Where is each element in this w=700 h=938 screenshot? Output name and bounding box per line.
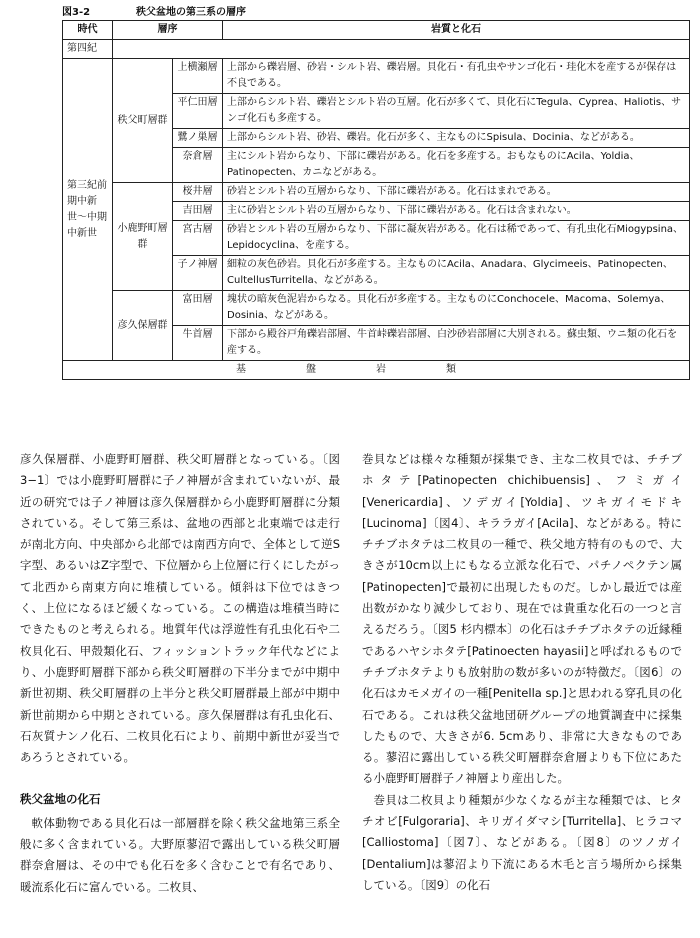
formation-name: 平仁田層 xyxy=(173,94,223,129)
body-paragraph: 巻貝などは様々な種類が採集でき、主な二枚貝では、チチブホタテ[Patinopecten chichibuensis]、フミガイ[Venericardia]、ソデガイ[Yoldia]、ツキガイモドキ[Lucinoma]〔図4〕、キララガイ[Acila]、などがある。特にチチブホタテは二枚貝の一種で、秩父地方特有のもので、大きさが10cm以上にもなる立派な化石で、パチノペクテン属[Patinopecten]で最初に出現したものだ。しかし最近では産出数がかなり減少しており、現在では貴重な化石の一つと言えるだろう。〔図5 杉内標本〕の化石はチチブホタテの近縁種であるハヤシホタテ[Patinoecten hayasii]と呼ばれるものでチチブホタテよりも放射肋の数が多いのが特徴だ。〔図6〕の化石はカモメガイの一種[Penitella sp.]と思われる穿孔貝の化石である。これは秩父盆地団研グループの地質調査中に採集したもので、大きさが6. 5cmあり、非常に大きなものである。蓼沼に露出している秩父町層群奈倉層よりも下位にあたる小鹿野町層群子ノ神層より産出した。 xyxy=(362,452,682,786)
quaternary-row xyxy=(63,40,690,59)
header-lithology: 岩質と化石 xyxy=(223,21,690,40)
group-name: 秩父町層群 xyxy=(113,59,173,183)
table-header-row xyxy=(63,21,690,40)
section-heading: 秩父盆地の化石 xyxy=(20,792,101,807)
formation-name: 富田層 xyxy=(173,291,223,326)
figure-number: 図3-2 xyxy=(62,7,91,18)
group-name: 小鹿野町層群 xyxy=(113,183,173,291)
stratigraphy-table xyxy=(62,20,690,380)
basement-label: 基盤岩類 xyxy=(63,361,690,380)
table-row xyxy=(63,291,690,326)
right-column xyxy=(362,449,682,896)
table-row xyxy=(63,183,690,202)
formation-name: 牛首層 xyxy=(173,326,223,361)
header-era: 時代 xyxy=(63,21,113,40)
formation-name: 奈倉層 xyxy=(173,148,223,183)
formation-desc: 下部から殿谷戸角礫岩部層、牛首峠礫岩部層、白沙砂岩部層に大別される。蘇虫類、ウニ類の化石を産する。 xyxy=(223,326,690,361)
group-name: 彦久保層群 xyxy=(113,291,173,361)
formation-name: 鷺ノ巣層 xyxy=(173,129,223,148)
formation-desc: 上部からシルト岩、砂岩、礫岩。化石が多く、主なものにSpisula、Docinia、などがある。 xyxy=(223,129,690,148)
body-paragraph: 軟体動物である貝化石は一部層群を除く秩父盆地第三系全般に多く含まれている。大野原蓼沼で露出している秩父町層群奈倉層は、その中でも化石を多く含むことで有名であり、暖流系化石に富んでいる。二枚貝、 xyxy=(20,815,340,894)
formation-desc: 塊状の暗灰色泥岩からなる。貝化石が多産する。主なものにConchocele、Macoma、Solemya、Dosinia、などがある。 xyxy=(223,291,690,326)
basement-row xyxy=(63,361,690,380)
table-row xyxy=(63,59,690,94)
body-paragraph: 彦久保層群、小鹿野町層群、秩父町層群となっている。〔図3−1〕では小鹿野町層群に子ノ神層が含まれていないが、最近の研究では子ノ神層は彦久保層群から小鹿野町層群に分類されている。そして第三系は、盆地の西部と北東端では走行が南北方向、中央部から北部では南西方向で、全体として逆S字型、あるいはZ字型で、下位層から上位層に行くにしたがって北西から南東方向に堆積している。傾斜は下位ではきつく、上位になるほど緩くなっている。この構造は堆積当時にできたものと考えられる。地質年代は浮遊性有孔虫化石や二枚貝化石、甲殻類化石、フィッショントラック年代などにより、小鹿野町層群下部から秩父町層群の下半分までが中期中新世初期、秩父町層群の上半分と秩父町層群最上部が中期中新世前期から中期とされている。彦久保層群は有孔虫化石、石灰質ナンノ化石、二枚貝化石により、前期中新世が妥当であろうとされている。 xyxy=(20,452,340,765)
formation-desc: 砂岩とシルト岩の互層からなり、下部に礫岩がある。化石はまれである。 xyxy=(223,183,690,202)
formation-name: 上横瀬層 xyxy=(173,59,223,94)
formation-name: 宮古層 xyxy=(173,221,223,256)
formation-name: 桜井層 xyxy=(173,183,223,202)
left-column xyxy=(20,449,340,898)
figure-caption xyxy=(62,3,246,18)
figure-title: 秩父盆地の第三系の層序 xyxy=(136,7,246,18)
era-tertiary: 第三紀前期中新世〜中期中新世 xyxy=(63,59,113,361)
formation-name: 吉田層 xyxy=(173,202,223,221)
era-quaternary: 第四紀 xyxy=(63,40,113,59)
formation-name: 子ノ神層 xyxy=(173,256,223,291)
body-paragraph: 巻貝は二枚貝より種類が少なくなるが主な種類では、ヒタチオビ[Fulgoraria]、キリガイダマシ[Turritella]、ヒラコマ[Calliostoma]〔図7〕、などがある。〔図8〕のツノガイ[Dentalium]は蓼沼より下流にある木毛と言う場所から採集している。〔図9〕の化石 xyxy=(362,792,682,892)
formation-desc: 主に砂岩とシルト岩の互層からなり、下部に礫岩がある。化石は含まれない。 xyxy=(223,202,690,221)
header-sequence: 層序 xyxy=(113,21,223,40)
formation-desc: 主にシルト岩からなり、下部に礫岩がある。化石を多産する。おもなものにAcila、Yoldia、Patinopecten、カニなどがある。 xyxy=(223,148,690,183)
formation-desc: 細粒の灰色砂岩。貝化石が多産する。主なものにAcila、Anadara、Glycimeeis、Patinopecten、CultellusTurritella、などがある。 xyxy=(223,256,690,291)
formation-desc: 上部からシルト岩、礫岩とシルト岩の互層。化石が多くて、貝化石にTegula、Cyprea、Haliotis、サンゴ化石も多産する。 xyxy=(223,94,690,129)
formation-desc: 上部から礫岩層、砂岩・シルト岩、礫岩層。貝化石・有孔虫やサンゴ化石・珪化木を産するが保存は不良である。 xyxy=(223,59,690,94)
formation-desc: 砂岩とシルト岩の互層からなり、下部に凝灰岩がある。化石は稀であって、有孔虫化石Miogypsina、Lepidocyclina、を産する。 xyxy=(223,221,690,256)
